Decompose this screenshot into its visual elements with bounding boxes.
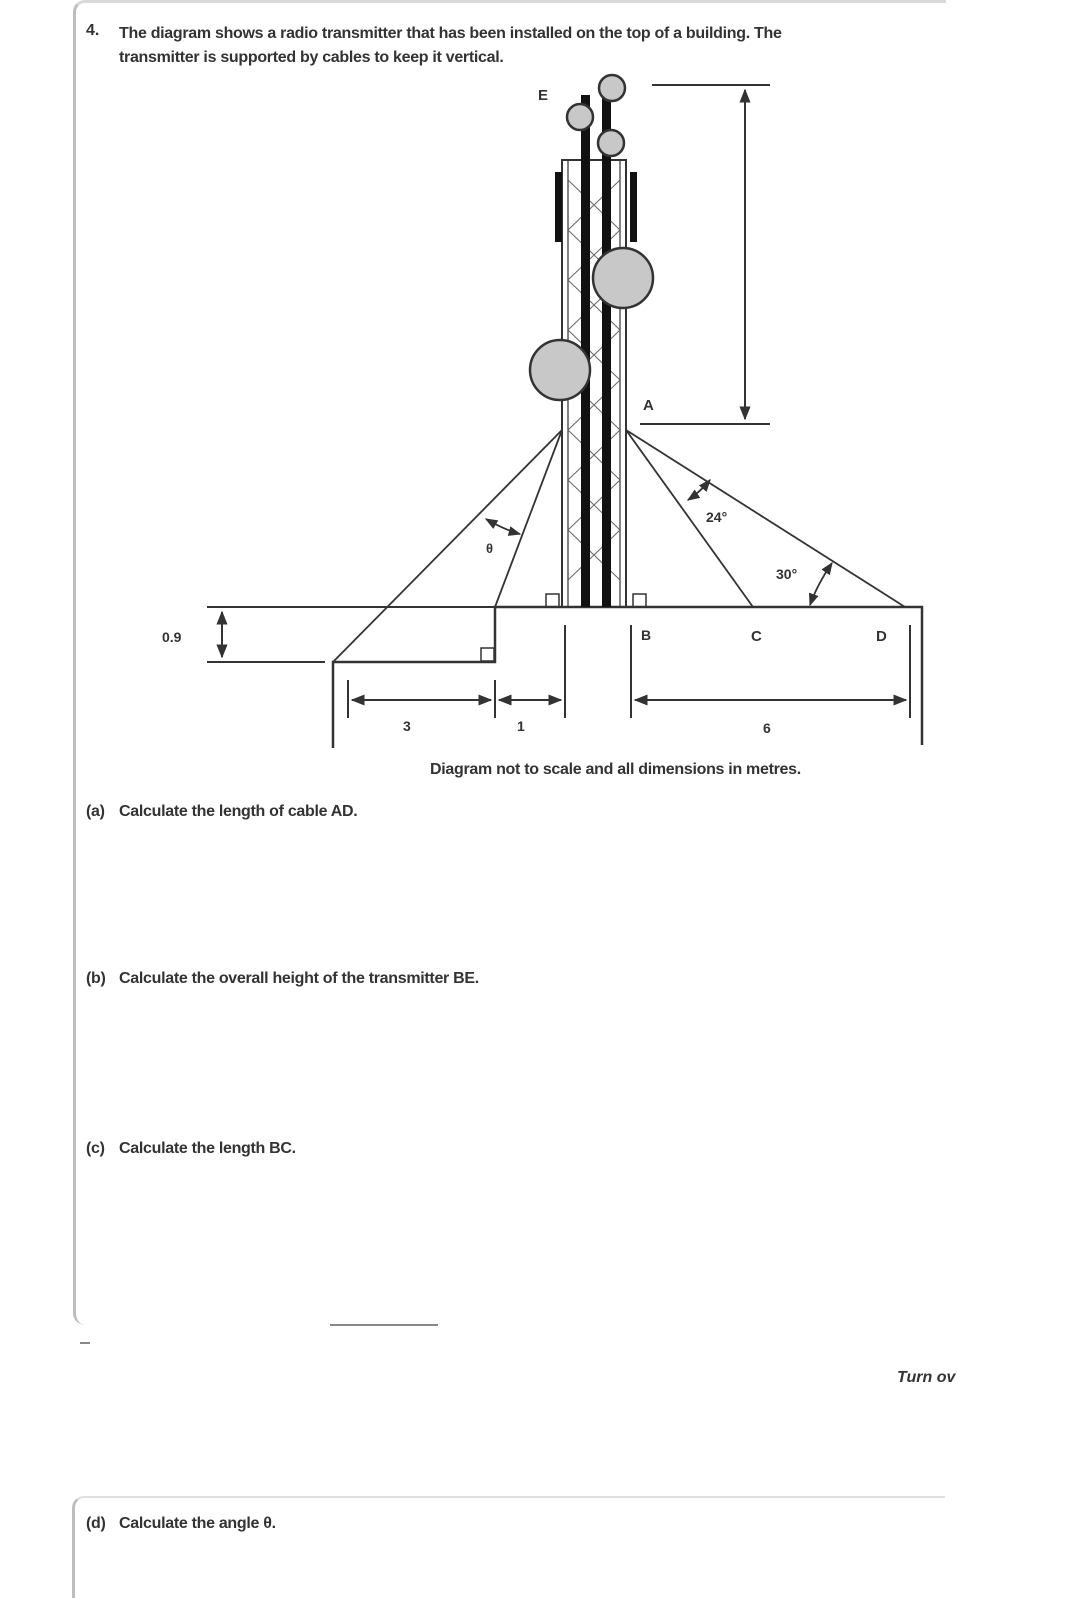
dim-09-lines bbox=[207, 607, 495, 662]
question-text: The diagram shows a radio transmitter that has been installed on the top of a building. The transmitter is supported by cables to keep it vertical. bbox=[119, 25, 782, 66]
part-c-text: Calculate the length BC. bbox=[119, 1140, 296, 1157]
dish-upper bbox=[593, 248, 653, 308]
base-bracket-left bbox=[546, 594, 559, 607]
part-c bbox=[86, 1140, 296, 1158]
angle-arcs bbox=[486, 480, 832, 605]
part-a-text: Calculate the length of cable AD. bbox=[119, 803, 358, 820]
part-a-label: (a) bbox=[86, 803, 105, 820]
next-question-frame bbox=[72, 1496, 945, 1598]
divider-line bbox=[330, 1324, 438, 1326]
label-24: 24° bbox=[706, 509, 728, 525]
label-C: C bbox=[751, 628, 762, 645]
base-bracket-right bbox=[633, 594, 646, 607]
cables bbox=[333, 430, 905, 662]
dish-lower bbox=[530, 340, 590, 400]
label-0.9: 0.9 bbox=[162, 629, 182, 645]
right-angle-marker bbox=[481, 648, 494, 661]
building-outline bbox=[333, 607, 922, 748]
label-E: E bbox=[538, 87, 549, 104]
margin-tick bbox=[80, 1342, 90, 1344]
question-number: 4. bbox=[86, 22, 100, 39]
part-c-label: (c) bbox=[86, 1140, 105, 1157]
part-d-label: (d) bbox=[86, 1515, 106, 1532]
diagram-caption: Diagram not to scale and all dimensions in metres. bbox=[430, 761, 801, 778]
label-D: D bbox=[876, 628, 887, 645]
height-dimension bbox=[640, 85, 770, 424]
part-b-label: (b) bbox=[86, 970, 106, 987]
label-1: 1 bbox=[517, 718, 525, 734]
part-b-text: Calculate the overall height of the transmitter BE. bbox=[119, 970, 479, 987]
turn-over-text: Turn ov bbox=[897, 1369, 956, 1386]
label-6: 6 bbox=[763, 720, 771, 736]
label-B: B bbox=[641, 627, 652, 643]
label-A: A bbox=[643, 397, 654, 414]
bottom-dimensions bbox=[348, 625, 910, 718]
antenna-knob-2 bbox=[567, 104, 593, 130]
label-30: 30° bbox=[776, 566, 798, 582]
part-d-text: Calculate the angle θ. bbox=[119, 1515, 276, 1532]
part-b bbox=[86, 970, 479, 988]
antenna-knob-3 bbox=[598, 130, 624, 156]
part-d bbox=[86, 1515, 276, 1533]
label-theta: θ bbox=[486, 541, 494, 556]
antenna-knob-1 bbox=[599, 75, 625, 101]
part-a bbox=[86, 803, 357, 821]
label-3: 3 bbox=[403, 718, 411, 734]
